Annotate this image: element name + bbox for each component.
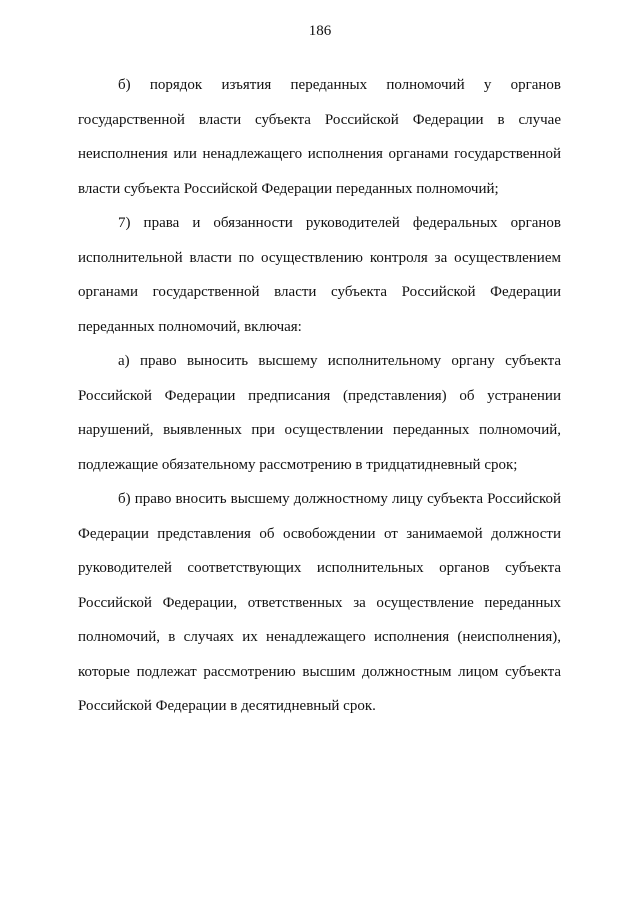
paragraph-7-rights [78, 206, 561, 344]
text-line: полномочий, в случаях их ненадлежащего исполнения (неисполнения), [78, 629, 561, 645]
document-body [78, 68, 561, 724]
text-line: 7) права и обязанности руководителей федеральных органов [118, 215, 561, 231]
text-line: Российской Федерации, ответственных за осуществление переданных [78, 594, 561, 611]
paragraph-a-orders [78, 344, 561, 482]
text-line: которые подлежат рассмотрению высшим должностным лицом субъекта [78, 663, 561, 680]
text-line: а) право выносить высшему исполнительному органу субъекта [118, 353, 561, 369]
text-line: государственной власти субъекта Российской Федерации в случае [78, 111, 561, 128]
text-line: власти субъекта Российской Федерации переданных полномочий; [78, 180, 499, 197]
text-line: Российской Федерации предписания (представления) об устранении [78, 387, 561, 404]
text-line: б) порядок изъятия переданных полномочий у органов [118, 77, 561, 93]
text-line: руководителей соответствующих исполнительных органов субъекта [78, 560, 561, 576]
paragraph-b-revocation [78, 68, 561, 206]
text-line: переданных полномочий, включая: [78, 318, 302, 335]
text-line: Федерации представления об освобождении от занимаемой должности [78, 525, 561, 542]
paragraph-b-dismissal [78, 482, 561, 724]
text-line: исполнительной власти по осуществлению контроля за осуществлением [78, 249, 561, 266]
text-line: органами государственной власти субъекта Российской Федерации [78, 284, 561, 300]
text-line: б) право вносить высшему должностному лицу субъекта Российской [118, 491, 561, 507]
text-line: нарушений, выявленных при осуществлении переданных полномочий, [78, 422, 561, 438]
text-line: Российской Федерации в десятидневный срок. [78, 698, 376, 714]
text-line: подлежащие обязательному рассмотрению в тридцатидневный срок; [78, 456, 518, 473]
page-number: 186 [308, 23, 332, 39]
text-line: неисполнения или ненадлежащего исполнения органами государственной [78, 146, 561, 162]
